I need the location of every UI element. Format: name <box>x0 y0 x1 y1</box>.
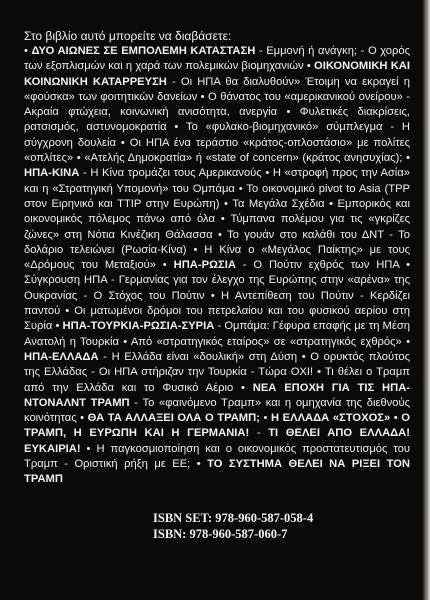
blurb-text: - Ομπάμα: Γέφυρα επαφής με τη Μέση Ανατολή η Τουρκία • Από «στρατηγικός εταίρος» σε «στρατηγικός εχθρός» • <box>24 320 410 348</box>
blurb-heading: ΟΙΚΟΝΟΜΙΚΗ ΚΑΙ ΚΟΙΝΩΝΙΚΗ ΚΑΤΑΡΡΕΥΣΗ <box>24 60 410 88</box>
blurb-text: - Το «φαινόμενο Τραμπ» και η ομηχανία της διεθνούς κοινότητας • <box>24 396 410 425</box>
blurb-heading: ΗΠΑ-ΡΩΣΙΑ <box>173 259 236 272</box>
blurb-heading: ΤΙ ΘΕΛΕΙ ΑΠΟ ΕΛΛΑΔΑ! ΕΥΚΑΙΡΙΑ! <box>24 427 410 455</box>
blurb-heading: Ο ΤΡΑΜΠ, Η ΕΥΡΩΠΗ ΚΑΙ Η ΓΕΡΜΑΝΙΑ! <box>24 412 410 440</box>
blurb-text: • <box>259 412 271 425</box>
blurb-text: - Ο Πούτιν εχθρός των ΗΠΑ • Σύγκρουση ΗΠΑ - Γερμανίας για τον έλεγχο της Ευρώπης στην «αρένα» της Ουκρανίας - Ο Στόχος του Πούτιν • Η Αντεπίθεση του Πούτιν - Κερδίζει παντού • Οι ματωμένοι δρόμοι του πετρελαίου και του φυσικού αερίου στη Συρία • <box>24 259 410 333</box>
blurb-heading: ΗΠΑ-ΤΟΥΡΚΙΑ-ΡΩΣΙΑ-ΣΥΡΙΑ <box>62 320 215 333</box>
blurb-text: • Η παγκοσμιοποίηση και ο οικονομικός προστατευτισμός του Τραμπ - Οριστική ρήξη με ΕΕ; • <box>24 442 410 471</box>
isbn-number: ISBN: 978-960-587-060-7 <box>153 527 288 541</box>
blurb-paragraph <box>24 44 410 488</box>
blurb-text: - Η Κίνα τρομάζει τους Αμερικανούς • Η «στροφή προς την Ασία» και η «Στρατηγική Υπομονή» του Ομπάμα • Το οικονομικό pivot to Asia (TPP στον Ειρηνικό και TTIP στην Ευρώπη) • Τα Μεγάλα Σχέδια • Εμπορικός και οικονομικός πόλεμος πάνω από όλα • Τύμπανα πολέμου για τις «γκρίζες ζώνες» στη Νότια Κινέζικη Θάλασσα • Το γουάν στο καλάθι του ΔΝΤ - Το δολάριο τελειώνει (Ρωσία-Κίνα) • Η Κίνα ο «Μεγάλος Παίκτης» με τους «Δρόμους του Μεταξιού» • <box>24 167 410 272</box>
blurb-text: - <box>249 427 269 440</box>
blurb-text: - Εμμονή ή ανάγκη; - Ο χορός των εξοπλισμών και η χαρά των πολεμικών βιομηχανιών • <box>24 45 411 73</box>
blurb-text: • <box>24 45 32 57</box>
blurb-text: - Η Ελλάδα είναι «δουλική» στη Δύση • Ο ορυκτός πλούτος της Ελλάδας - Οι ΗΠΑ στήριζαν την Τουρκία - Τώρα ΟΧΙ! • Τι θέλει ο Τραμπ από την Ελλάδα και το Φυσικό Αέριο • <box>24 350 410 394</box>
blurb-heading: ΘΑ ΤΑ ΑΛΛΑΞΕΙ ΟΛΑ Ο ΤΡΑΜΠ; <box>87 412 260 425</box>
cover-edge <box>422 0 430 600</box>
isbn-set: ISBN SET: 978-960-587-058-4 <box>153 511 314 525</box>
blurb-text: - Οι ΗΠΑ θα διαλυθούν» Έτοιμη να εκραγεί η «φούσκα» των φοιτητικών δανείων • Ο θάνατος του «αμερικανικού ονείρου» - Ακραία φτώχεια, κοινωνική ανισότητα, ανεργία • Φυλετικές διακρίσεις, ρατσισμός, αστυνομοκρατία • Το «φυλακο-βιομηχανικό» σύμπλεγμα - Η σύγχρονη δουλεία • Οι ΗΠΑ ένα τεράστιο «κράτος-οπλοστάσιο» με πολίτες «οπλίτες» • «Ατελής Δημοκρατία» ή «state of concern» (κράτος ανησυχίας); • <box>24 75 410 165</box>
blurb-text: • <box>390 412 402 425</box>
blurb-heading: ΔΥΟ ΑΙΩΝΕΣ ΣΕ ΕΜΠΟΛΕΜΗ ΚΑΤΑΣΤΑΣΗ <box>31 45 256 57</box>
blurb-heading: ΝΕΑ ΕΠΟΧΗ ΓΙΑ ΤΙΣ ΗΠΑ-ΝΤΟΝΑΛΝΤ ΤΡΑΜΠ <box>24 381 410 409</box>
blurb-heading: ΤΟ ΣΥΣΤΗΜΑ ΘΕΛΕΙ ΝΑ ΡΙΞΕΙ ΤΟΝ ΤΡΑΜΠ <box>24 458 410 486</box>
intro-line: Στο βιβλίο αυτό μπορείτε να διαβάσετε: <box>24 29 232 43</box>
blurb-heading: Η ΕΛΛΑΔΑ «ΣΤΟΧΟΣ» <box>271 412 391 425</box>
blurb-heading: ΗΠΑ-ΕΛΛΑΔΑ <box>24 350 99 363</box>
blurb-heading: ΗΠΑ-ΚΙΝΑ <box>24 167 80 180</box>
